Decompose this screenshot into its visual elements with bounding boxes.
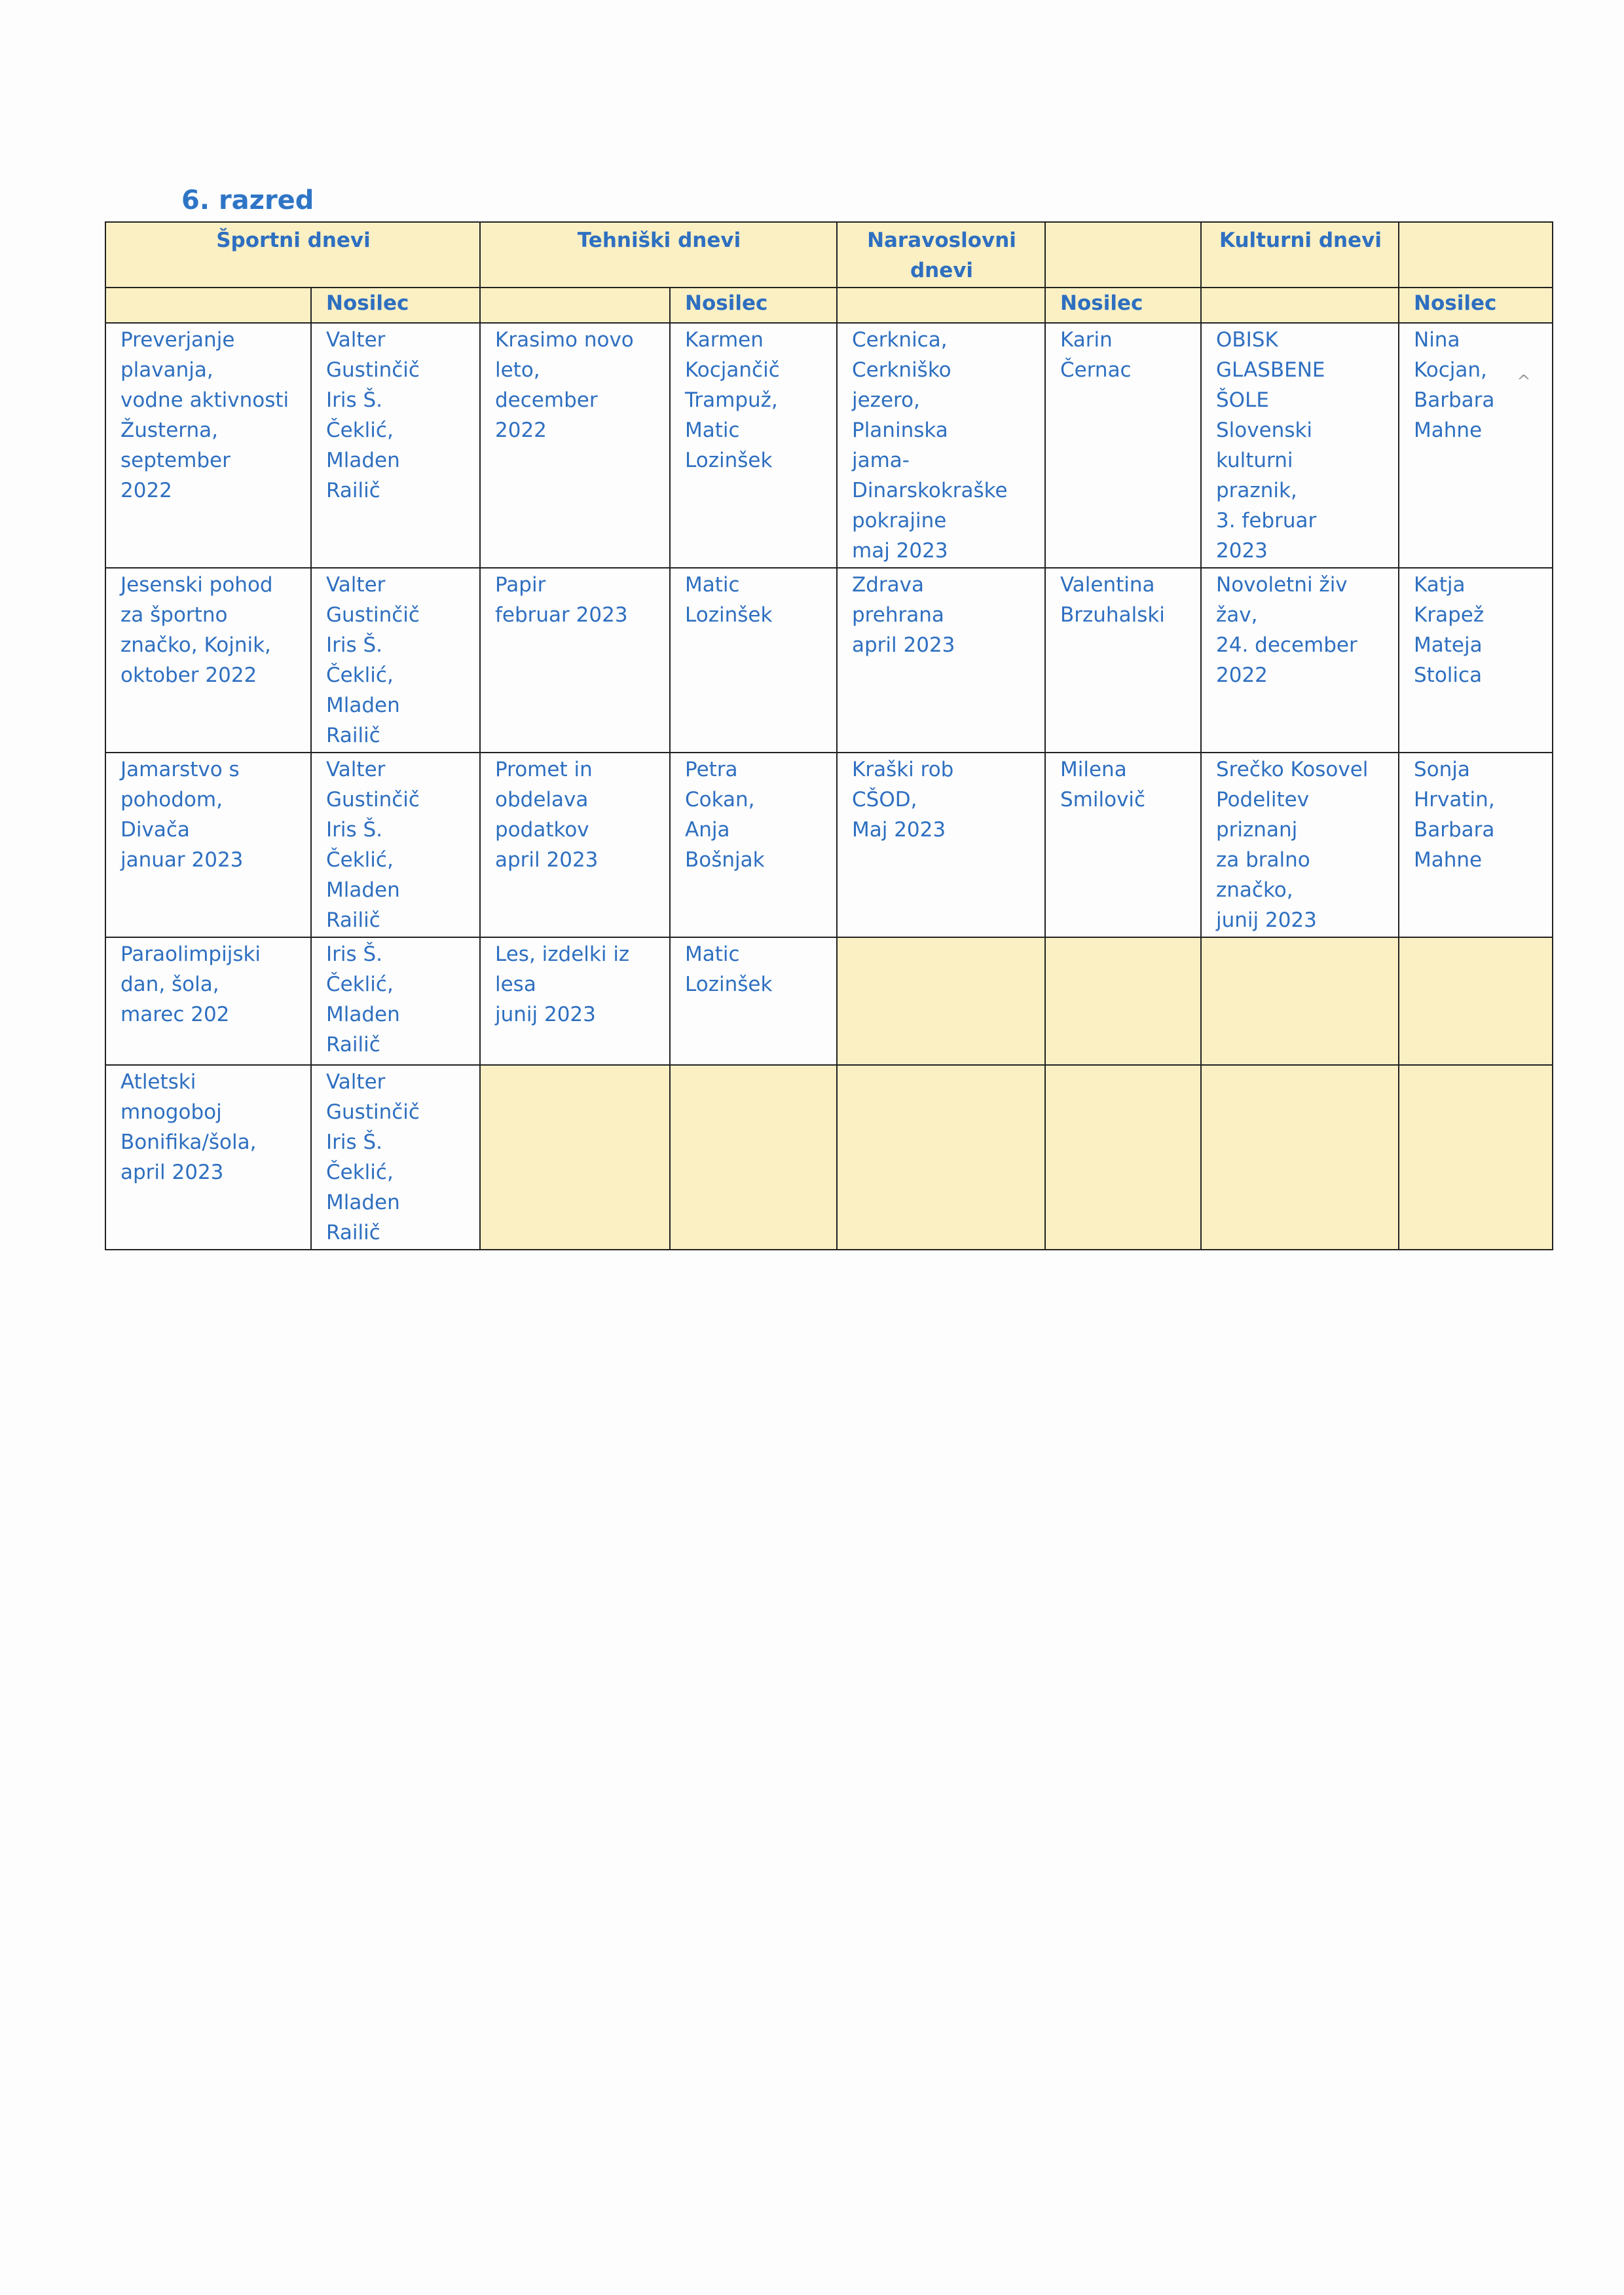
header-naravoslovni-dnevi: Naravoslovni dnevi (837, 222, 1045, 288)
empty-cell (837, 1065, 1045, 1250)
empty-cell (1045, 937, 1201, 1065)
cell-sportni-nosilec: Valter Gustinčič Iris Š. Čeklić, Mladen Railič (311, 753, 480, 937)
cell-tehniski-dan: Krasimo novo leto, december 2022 (480, 323, 670, 568)
header-empty-cell (1399, 222, 1553, 288)
table-row (105, 568, 1553, 753)
cell-kulturni-nosilec: Katja Krapež Mateja Stolica (1399, 568, 1553, 753)
empty-cell (1201, 1065, 1399, 1250)
empty-cell (1399, 1065, 1553, 1250)
cell-tehniski-nosilec: Matic Lozinšek (670, 937, 837, 1065)
header-empty-cell (1045, 222, 1201, 288)
cell-tehniski-dan: Promet in obdelava podatkov april 2023 (480, 753, 670, 937)
cell-tehniski-dan: Les, izdelki iz lesa junij 2023 (480, 937, 670, 1065)
subheader-empty-cell (105, 288, 311, 323)
cell-tehniski-nosilec: Petra Cokan, Anja Bošnjak (670, 753, 837, 937)
table-subheader-row (105, 288, 1553, 323)
cell-sportni-nosilec: Iris Š. Čeklić, Mladen Railič (311, 937, 480, 1065)
header-sportni-dnevi: Športni dnevi (105, 222, 480, 288)
table-header-row (105, 222, 1553, 288)
cell-kulturni-nosilec: Sonja Hrvatin, Barbara Mahne (1399, 753, 1553, 937)
activity-days-table (105, 221, 1553, 1250)
cell-naravoslovni-dan: Kraški rob CŠOD, Maj 2023 (837, 753, 1045, 937)
subheader-nosilec-sportni: Nosilec (311, 288, 480, 323)
empty-cell (670, 1065, 837, 1250)
empty-cell (1399, 937, 1553, 1065)
cell-kulturni-dan: OBISK GLASBENE ŠOLE Slovenski kulturni praznik, 3. februar 2023 (1201, 323, 1399, 568)
empty-cell (1045, 1065, 1201, 1250)
header-tehniski-dnevi: Tehniški dnevi (480, 222, 837, 288)
cell-sportni-dan: Atletski mnogoboj Bonifika/šola, april 2023 (105, 1065, 311, 1250)
cell-naravoslovni-nosilec: Karin Černac (1045, 323, 1201, 568)
table-row (105, 753, 1553, 937)
subheader-nosilec-kulturni: Nosilec (1399, 288, 1553, 323)
empty-cell (1201, 937, 1399, 1065)
page-title: 6. razred (181, 185, 314, 215)
cell-sportni-dan: Paraolimpijski dan, šola, marec 202 (105, 937, 311, 1065)
cell-kulturni-dan: Srečko Kosovel Podelitev priznanj za bralno značko, junij 2023 (1201, 753, 1399, 937)
table-row (105, 1065, 1553, 1250)
table-row (105, 937, 1553, 1065)
subheader-empty-cell (837, 288, 1045, 323)
empty-cell (480, 1065, 670, 1250)
cell-sportni-nosilec: Valter Gustinčič Iris Š. Čeklić, Mladen Railič (311, 323, 480, 568)
scan-mark-icon: ^ (1517, 372, 1531, 392)
cell-naravoslovni-dan: Cerknica, Cerkniško jezero, Planinska jama- Dinarskokraške pokrajine maj 2023 (837, 323, 1045, 568)
table-row (105, 323, 1553, 568)
empty-cell (837, 937, 1045, 1065)
cell-tehniski-dan: Papir februar 2023 (480, 568, 670, 753)
cell-sportni-dan: Preverjanje plavanja, vodne aktivnosti Žusterna, september 2022 (105, 323, 311, 568)
subheader-nosilec-naravoslovni: Nosilec (1045, 288, 1201, 323)
cell-sportni-nosilec: Valter Gustinčič Iris Š. Čeklić, Mladen Railič (311, 1065, 480, 1250)
cell-kulturni-nosilec: Nina Kocjan, Barbara Mahne (1399, 323, 1553, 568)
subheader-empty-cell (480, 288, 670, 323)
cell-sportni-dan: Jamarstvo s pohodom, Divača januar 2023 (105, 753, 311, 937)
header-kulturni-dnevi: Kulturni dnevi (1201, 222, 1399, 288)
cell-sportni-dan: Jesenski pohod za športno značko, Kojnik, oktober 2022 (105, 568, 311, 753)
cell-naravoslovni-nosilec: Milena Smilovič (1045, 753, 1201, 937)
cell-sportni-nosilec: Valter Gustinčič Iris Š. Čeklić, Mladen Railič (311, 568, 480, 753)
subheader-nosilec-tehniski: Nosilec (670, 288, 837, 323)
cell-tehniski-nosilec: Matic Lozinšek (670, 568, 837, 753)
subheader-empty-cell (1201, 288, 1399, 323)
cell-naravoslovni-dan: Zdrava prehrana april 2023 (837, 568, 1045, 753)
cell-kulturni-dan: Novoletni živ žav, 24. december 2022 (1201, 568, 1399, 753)
cell-tehniski-nosilec: Karmen Kocjančič Trampuž, Matic Lozinšek (670, 323, 837, 568)
cell-naravoslovni-nosilec: Valentina Brzuhalski (1045, 568, 1201, 753)
